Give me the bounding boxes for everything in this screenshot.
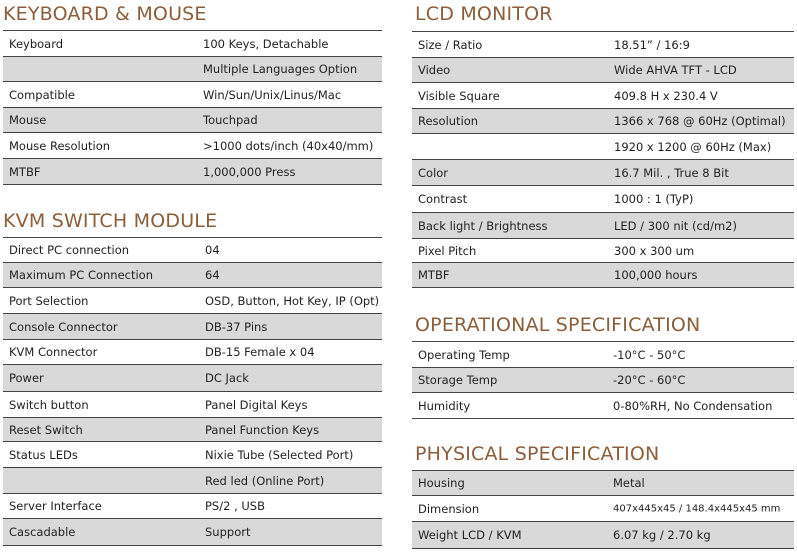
row-label: Switch button xyxy=(9,397,89,412)
row-label: Status LEDs xyxy=(9,447,78,462)
table-row xyxy=(412,263,794,288)
row-value: 16.7 Mil. , True 8 Bit xyxy=(614,165,729,180)
table-row xyxy=(3,159,382,185)
row-value: 18.51” / 16:9 xyxy=(614,37,690,52)
row-label: Port Selection xyxy=(9,293,89,308)
row-label: Power xyxy=(9,371,44,385)
row-value: 407x445x45 / 148.4x445x45 mm xyxy=(613,503,781,514)
row-value: -20°C - 60°C xyxy=(613,373,686,387)
row-value: 64 xyxy=(205,268,220,282)
row-label: Keyboard xyxy=(9,36,64,51)
row-value: DB-37 Pins xyxy=(205,319,268,334)
row-value: OSD, Button, Hot Key, IP (Opt) xyxy=(205,293,380,308)
table-row xyxy=(412,522,794,549)
table-row xyxy=(3,340,382,365)
row-value: Nixie Tube (Selected Port) xyxy=(205,447,354,462)
row-value: Win/Sun/Unix/Linus/Mac xyxy=(203,87,342,102)
table-row xyxy=(412,368,794,393)
row-label: Color xyxy=(418,165,449,180)
row-label: Direct PC connection xyxy=(9,243,130,257)
row-value: Wide AHVA TFT - LCD xyxy=(614,63,737,77)
table-row xyxy=(412,83,794,109)
table-row xyxy=(3,31,382,57)
row-value: 100,000 hours xyxy=(614,268,698,282)
row-value: Panel Digital Keys xyxy=(205,397,308,412)
table-row xyxy=(3,57,382,82)
table-row xyxy=(3,108,382,133)
table-row xyxy=(3,263,382,288)
row-value: Metal xyxy=(613,476,645,490)
row-value: Support xyxy=(205,525,251,539)
row-value: 0-80%RH, No Condensation xyxy=(613,398,773,413)
row-label: Console Connector xyxy=(9,319,118,334)
row-label: Cascadable xyxy=(9,525,76,539)
row-label: Server Interface xyxy=(9,499,102,513)
row-label: Contrast xyxy=(418,192,468,206)
row-value: >1000 dots/inch (40x40/mm) xyxy=(203,138,374,153)
table-row xyxy=(412,160,794,186)
table-row xyxy=(3,519,382,546)
table-row xyxy=(412,239,794,263)
spec-table xyxy=(3,237,382,546)
table-row xyxy=(3,418,382,442)
row-label: Visible Square xyxy=(418,88,500,103)
row-label: Pixel Pitch xyxy=(418,243,477,258)
row-label: Back light / Brightness xyxy=(418,218,548,233)
spec-table xyxy=(412,31,794,288)
section-title: PHYSICAL SPECIFICATION xyxy=(415,443,660,465)
row-label: Housing xyxy=(418,476,465,490)
row-label: Humidity xyxy=(418,398,471,413)
table-row xyxy=(3,468,382,494)
row-label: Reset Switch xyxy=(9,422,83,437)
row-label: Mouse xyxy=(9,113,47,127)
table-row xyxy=(412,109,794,134)
row-value: Touchpad xyxy=(203,113,258,127)
row-value: -10°C - 50°C xyxy=(613,347,686,362)
row-value: 1920 x 1200 @ 60Hz (Max) xyxy=(614,139,772,154)
row-label: Operating Temp xyxy=(418,347,510,362)
table-row xyxy=(3,133,382,159)
row-value: Red led (Online Port) xyxy=(205,473,325,488)
row-value: 100 Keys, Detachable xyxy=(203,36,329,51)
table-row xyxy=(3,288,382,314)
section-title: KVM SWITCH MODULE xyxy=(3,210,218,232)
row-label: MTBF xyxy=(9,164,41,179)
row-label: KVM Connector xyxy=(9,345,98,359)
table-row xyxy=(3,494,382,519)
spec-table xyxy=(3,30,382,185)
table-row xyxy=(3,392,382,418)
spec-table xyxy=(412,341,794,419)
row-value: DB-15 Female x 04 xyxy=(205,345,315,359)
row-value: 6.07 kg / 2.70 kg xyxy=(613,528,711,542)
table-row xyxy=(412,342,794,368)
row-label: Dimension xyxy=(418,501,480,516)
row-value: 1,000,000 Press xyxy=(203,164,296,179)
row-label: Size / Ratio xyxy=(418,37,483,52)
table-row xyxy=(412,393,794,419)
row-label: MTBF xyxy=(418,268,450,282)
row-label: Weight LCD / KVM xyxy=(418,528,522,542)
table-row xyxy=(3,365,382,392)
row-value: 1000 : 1 (TyP) xyxy=(614,192,694,206)
table-row xyxy=(3,314,382,340)
table-row xyxy=(412,58,794,83)
row-label: Video xyxy=(418,63,451,77)
section-title: OPERATIONAL SPECIFICATION xyxy=(415,314,701,336)
table-row xyxy=(412,134,794,160)
row-value: Multiple Languages Option xyxy=(203,62,358,76)
row-label: Compatible xyxy=(9,87,75,102)
row-value: 409.8 H x 230.4 V xyxy=(614,88,718,103)
table-row xyxy=(412,186,794,213)
table-row xyxy=(412,471,794,496)
table-row xyxy=(3,82,382,108)
row-value: 04 xyxy=(205,243,220,257)
section-title: LCD MONITOR xyxy=(415,3,553,25)
row-value: LED / 300 nit (cd/m2) xyxy=(614,218,737,233)
row-value: DC Jack xyxy=(205,371,249,385)
row-value: Panel Function Keys xyxy=(205,422,320,437)
section-title: KEYBOARD & MOUSE xyxy=(3,3,207,25)
table-row xyxy=(3,442,382,468)
table-row xyxy=(412,213,794,239)
spec-table xyxy=(412,470,794,549)
table-row xyxy=(412,496,794,522)
table-row xyxy=(412,32,794,58)
row-label: Resolution xyxy=(418,114,479,128)
table-row xyxy=(3,238,382,263)
row-label: Maximum PC Connection xyxy=(9,268,154,282)
row-value: PS/2 , USB xyxy=(205,499,265,513)
row-value: 300 x 300 um xyxy=(614,243,695,258)
row-value: 1366 x 768 @ 60Hz (Optimal) xyxy=(614,114,786,128)
row-label: Mouse Resolution xyxy=(9,138,111,153)
row-label: Storage Temp xyxy=(418,373,498,387)
